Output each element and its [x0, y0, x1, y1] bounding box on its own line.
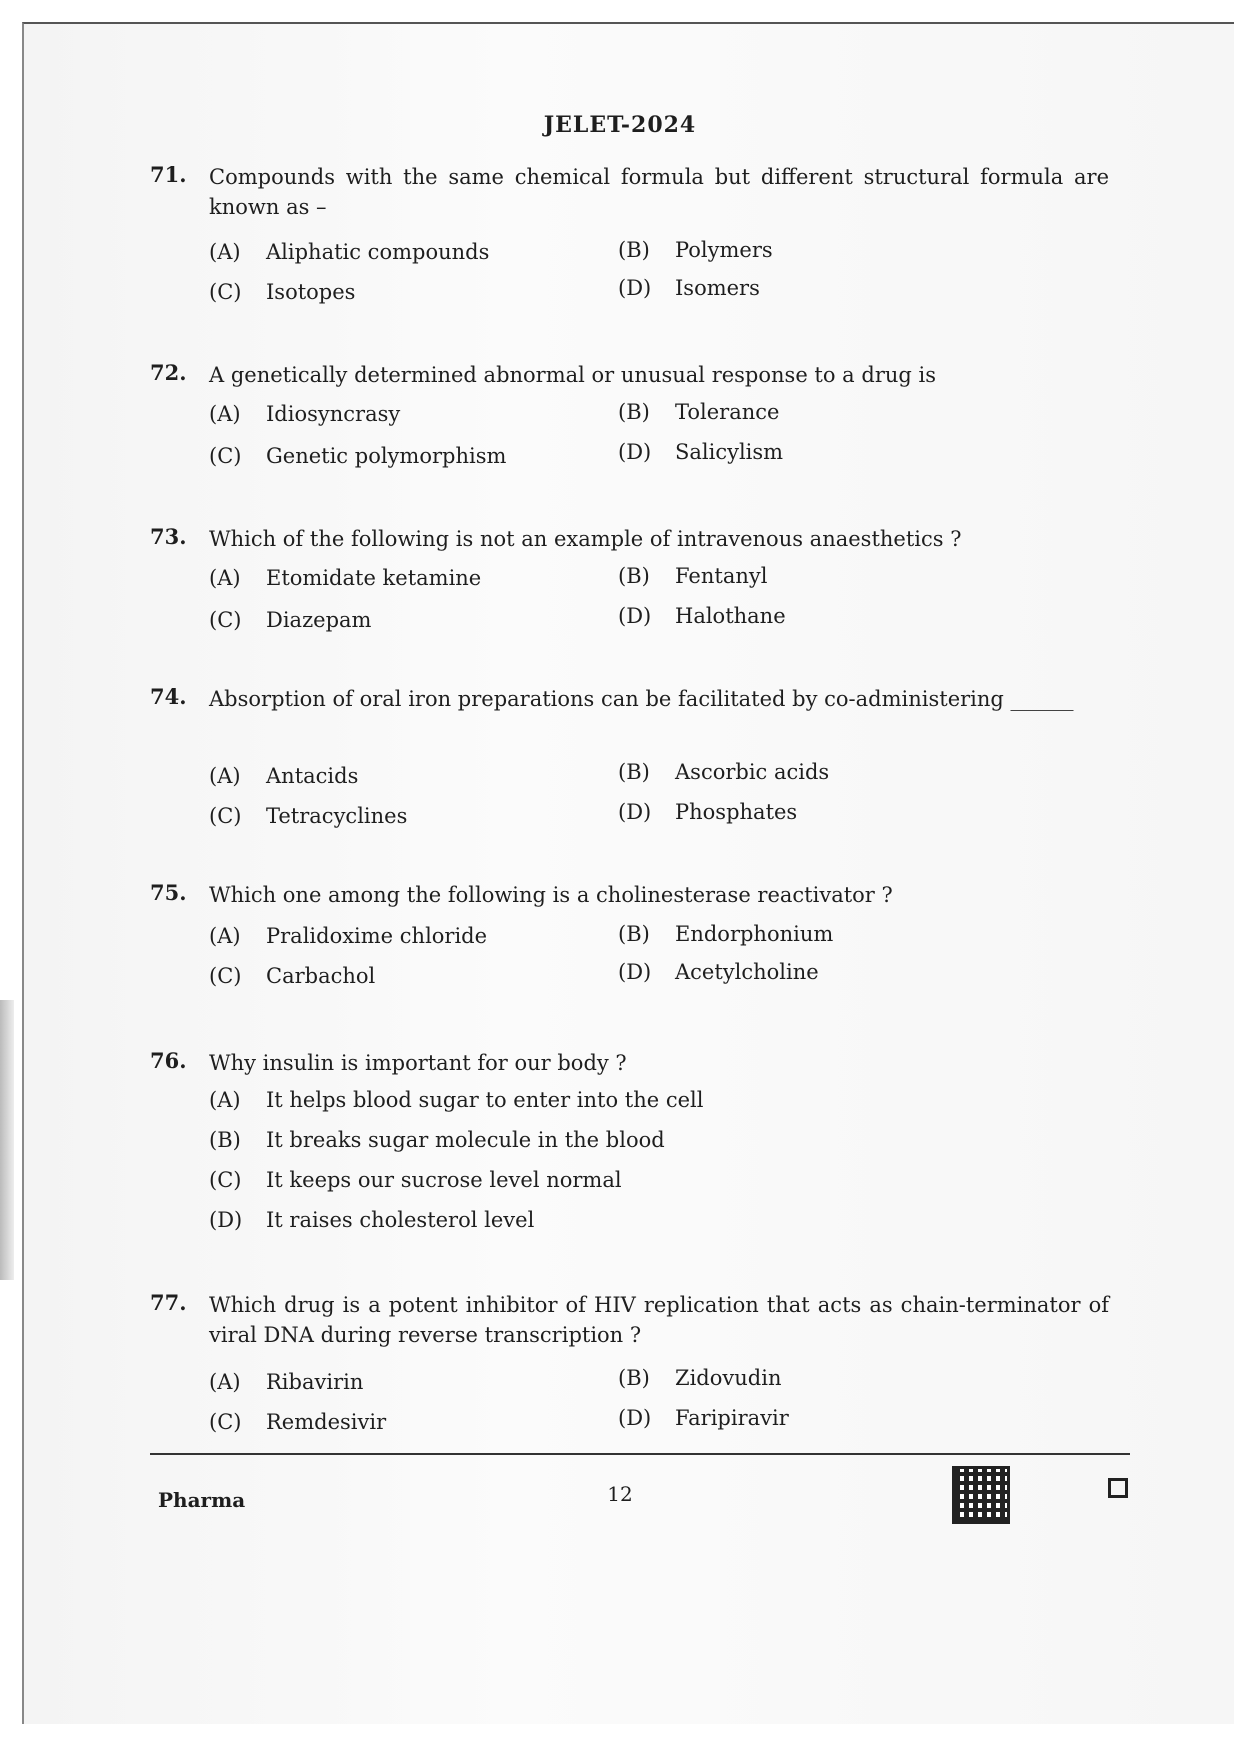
- option-c: [209, 444, 569, 474]
- option-a: [209, 240, 569, 270]
- option-label: (C): [209, 964, 242, 988]
- option-d: [618, 960, 1038, 990]
- question-number: 71.: [150, 162, 187, 187]
- option-label: (D): [618, 1406, 652, 1430]
- option-text: It helps blood sugar to enter into the cell: [266, 1088, 704, 1112]
- option-text: Tolerance: [675, 400, 780, 424]
- option-text: It raises cholesterol level: [266, 1208, 535, 1232]
- option-label: (D): [618, 276, 652, 300]
- question-text: Why insulin is important for our body ?: [209, 1051, 627, 1075]
- option-b: [618, 1366, 1038, 1396]
- option-label: (D): [618, 800, 652, 824]
- option-text: Etomidate ketamine: [266, 566, 482, 590]
- option-text: Genetic polymorphism: [266, 444, 507, 468]
- option-d: [618, 276, 1038, 306]
- option-d: [618, 604, 1038, 634]
- question-number: 76.: [150, 1048, 187, 1073]
- option-label: (D): [209, 1208, 243, 1232]
- option-text: Carbachol: [266, 964, 376, 988]
- option-text: Pralidoxime chloride: [266, 924, 488, 948]
- option-d: [209, 1208, 1009, 1238]
- option-text: Faripiravir: [675, 1406, 789, 1430]
- option-b: [618, 760, 1038, 790]
- question-text: Compounds with the same chemical formula but different structural formula are known as –: [209, 165, 1109, 219]
- option-text: Isomers: [675, 276, 760, 300]
- option-a: [209, 764, 569, 794]
- option-text: Halothane: [675, 604, 786, 628]
- option-label: (D): [618, 960, 652, 984]
- square-marker-icon: [1108, 1478, 1128, 1498]
- option-d: [618, 440, 1038, 470]
- option-label: (B): [618, 238, 650, 262]
- footer-divider: [150, 1453, 1130, 1455]
- option-text: Diazepam: [266, 608, 372, 632]
- option-label: (A): [209, 402, 241, 426]
- option-b: [618, 922, 1038, 952]
- option-c: [209, 1168, 1009, 1198]
- option-a: [209, 1370, 569, 1400]
- qr-code-icon: [952, 1466, 1010, 1524]
- option-text: Acetylcholine: [675, 960, 819, 984]
- option-c: [209, 280, 569, 310]
- option-label: (C): [209, 804, 242, 828]
- question-number: 73.: [150, 524, 187, 549]
- option-label: (A): [209, 764, 241, 788]
- option-text: Zidovudin: [675, 1366, 782, 1390]
- option-d: [618, 1406, 1038, 1436]
- option-label: (B): [618, 922, 650, 946]
- option-label: (C): [209, 1410, 242, 1434]
- option-text: Fentanyl: [675, 564, 768, 588]
- option-text: Endorphonium: [675, 922, 834, 946]
- option-label: (B): [618, 564, 650, 588]
- option-label: (C): [209, 444, 242, 468]
- question-text: Which one among the following is a cholinesterase reactivator ?: [209, 883, 893, 907]
- option-b: [209, 1128, 1009, 1158]
- option-text: Tetracyclines: [266, 804, 408, 828]
- option-c: [209, 804, 569, 834]
- question-number: 77.: [150, 1290, 187, 1315]
- option-text: It keeps our sucrose level normal: [266, 1168, 622, 1192]
- option-text: Polymers: [675, 238, 773, 262]
- option-label: (A): [209, 1370, 241, 1394]
- option-label: (B): [618, 760, 650, 784]
- option-label: (C): [209, 280, 242, 304]
- option-a: [209, 402, 569, 432]
- option-b: [618, 564, 1038, 594]
- question-text: Absorption of oral iron preparations can be facilitated by co-administering ______: [209, 687, 1074, 711]
- option-text: Aliphatic compounds: [266, 240, 490, 264]
- option-label: (A): [209, 566, 241, 590]
- option-a: [209, 1088, 1009, 1118]
- option-text: Remdesivir: [266, 1410, 387, 1434]
- option-text: Ribavirin: [266, 1370, 364, 1394]
- option-label: (D): [618, 604, 652, 628]
- question-text: A genetically determined abnormal or unusual response to a drug is: [209, 363, 936, 387]
- option-b: [618, 238, 1038, 268]
- exam-title: JELET-2024: [543, 112, 697, 138]
- option-text: Phosphates: [675, 800, 798, 824]
- option-text: Ascorbic acids: [675, 760, 830, 784]
- footer-subject: Pharma: [158, 1488, 246, 1512]
- question-text: Which drug is a potent inhibitor of HIV replication that acts as chain-terminator of viral DNA during reverse transcription ?: [209, 1293, 1109, 1347]
- question-text: Which of the following is not an example of intravenous anaesthetics ?: [209, 527, 962, 551]
- page-number: 12: [607, 1482, 633, 1506]
- option-label: (D): [618, 440, 652, 464]
- option-label: (B): [209, 1128, 241, 1152]
- option-label: (A): [209, 240, 241, 264]
- question-number: 75.: [150, 880, 187, 905]
- option-a: [209, 566, 569, 596]
- question-number: 72.: [150, 360, 187, 385]
- option-label: (A): [209, 1088, 241, 1112]
- option-label: (C): [209, 1168, 242, 1192]
- option-text: Antacids: [266, 764, 359, 788]
- option-text: Isotopes: [266, 280, 356, 304]
- option-label: (A): [209, 924, 241, 948]
- option-label: (C): [209, 608, 242, 632]
- option-c: [209, 1410, 569, 1440]
- option-a: [209, 924, 569, 954]
- page-edge-shadow: [0, 1000, 14, 1280]
- option-b: [618, 400, 1038, 430]
- option-c: [209, 964, 569, 994]
- option-d: [618, 800, 1038, 830]
- option-text: It breaks sugar molecule in the blood: [266, 1128, 665, 1152]
- option-text: Idiosyncrasy: [266, 402, 401, 426]
- option-text: Salicylism: [675, 440, 784, 464]
- option-c: [209, 608, 569, 638]
- question-number: 74.: [150, 684, 187, 709]
- option-label: (B): [618, 1366, 650, 1390]
- option-label: (B): [618, 400, 650, 424]
